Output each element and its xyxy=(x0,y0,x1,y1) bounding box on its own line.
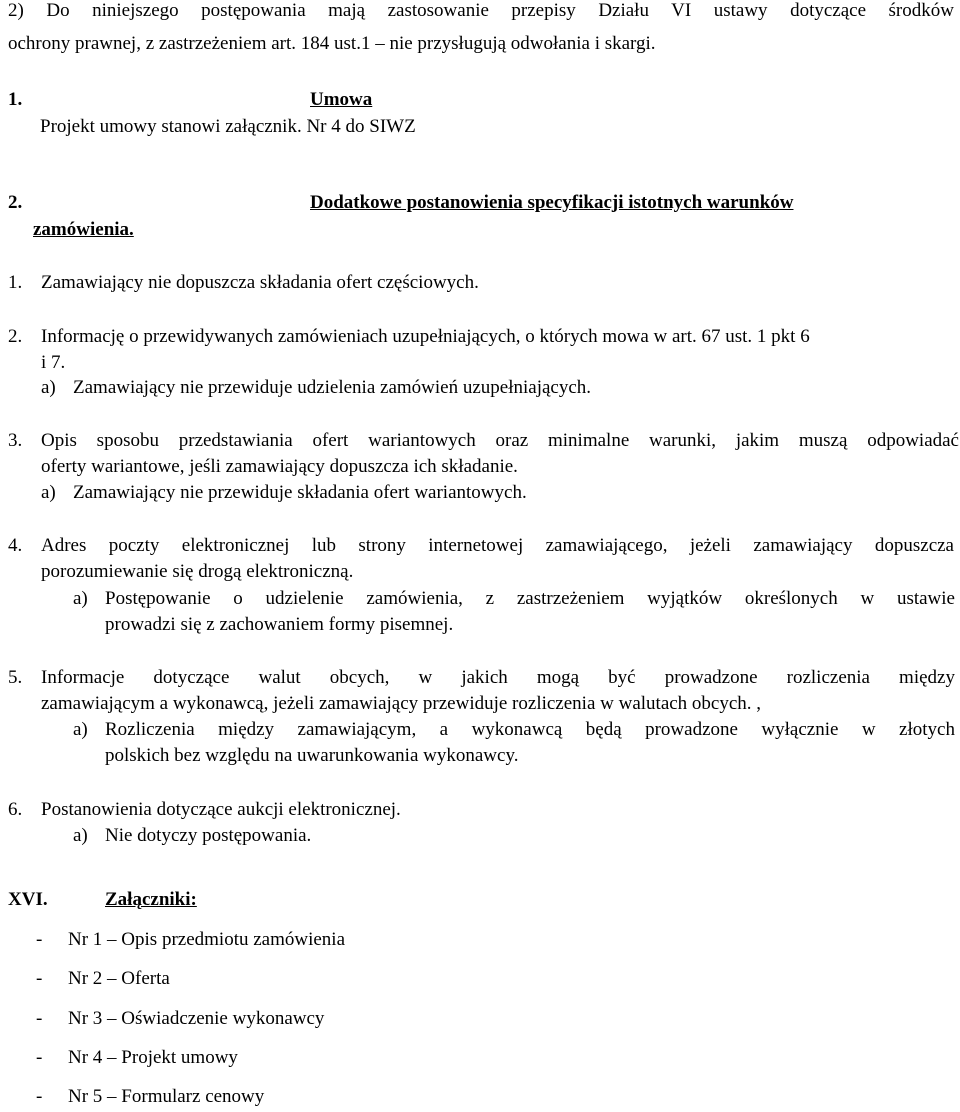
section-2-number: 2. xyxy=(8,192,23,213)
attachment-dash: - xyxy=(36,968,43,989)
item-5-sub-line-1: Rozliczenia między zamawiającym, a wykonawcą będą prowadzone wyłącznie w złotych xyxy=(105,719,955,740)
item-5-number: 5. xyxy=(8,667,23,688)
attachment-item: Nr 2 – Oferta xyxy=(68,968,170,989)
item-6-text: Postanowienia dotyczące aukcji elektronicznej. xyxy=(41,799,401,820)
attachment-dash: - xyxy=(36,1086,43,1107)
umowa-title: Umowa xyxy=(310,89,373,110)
item-6-number: 6. xyxy=(8,799,23,820)
item-1-text: Zamawiający nie dopuszcza składania ofert częściowych. xyxy=(41,272,479,293)
item-5-sub-line-2: polskich bez względu na uwarunkowania wykonawcy. xyxy=(105,745,519,766)
item-4-sub-line-1: Postępowanie o udzielenie zamówienia, z zastrzeżeniem wyjątków określonych w ustawie xyxy=(105,588,955,609)
item-4-number: 4. xyxy=(8,535,23,556)
section-2-title-line-2: zamówienia. xyxy=(33,219,134,240)
item-4-sub-label: a) xyxy=(73,588,88,609)
section-16-number: XVI. xyxy=(8,889,48,910)
item-3-sub-label: a) xyxy=(41,482,56,503)
item-2-sub-text: Zamawiający nie przewiduje udzielenia zamówień uzupełniających. xyxy=(73,377,592,398)
item-4-sub-line-2: prowadzi się z zachowaniem formy pisemnej. xyxy=(105,614,454,635)
item-2-number: 2. xyxy=(8,326,23,347)
attachment-item: Nr 3 – Oświadczenie wykonawcy xyxy=(68,1008,325,1029)
attachment-item: Nr 1 – Opis przedmiotu zamówienia xyxy=(68,929,346,950)
item-4-line-2: porozumiewanie się drogą elektroniczną. xyxy=(41,561,354,582)
item-2-line-1: Informację o przewidywanych zamówieniach uzupełniających, o których mowa w art. 67 ust. 1 pkt 6 xyxy=(41,326,810,347)
item-5-sub-label: a) xyxy=(73,719,88,740)
attachment-dash: - xyxy=(36,1047,43,1068)
attachment-dash: - xyxy=(36,1008,43,1029)
umowa-number: 1. xyxy=(8,89,23,110)
item-3-sub-text: Zamawiający nie przewiduje składania ofert wariantowych. xyxy=(73,482,527,503)
item-1-number: 1. xyxy=(8,272,23,293)
item-5-line-2: zamawiającym a wykonawcą, jeżeli zamawiający przewiduje rozliczenia w walutach obcych. , xyxy=(41,693,762,714)
item-3-line-1: Opis sposobu przedstawiania ofert wariantowych oraz minimalne warunki, jakim muszą odpowiadać xyxy=(41,430,959,451)
attachment-dash: - xyxy=(36,929,43,950)
intro-line-1: 2) Do niniejszego postępowania mają zastosowanie przepisy Działu VI ustawy dotyczące środków xyxy=(8,0,954,21)
section-16-title: Załączniki: xyxy=(105,889,197,910)
item-3-line-2: oferty wariantowe, jeśli zamawiający dopuszcza ich składanie. xyxy=(41,456,518,477)
item-5-line-1: Informacje dotyczące walut obcych, w jakich mogą być prowadzone rozliczenia między xyxy=(41,667,955,688)
attachment-item: Nr 5 – Formularz cenowy xyxy=(68,1086,265,1107)
item-2-line-2: i 7. xyxy=(41,352,66,373)
umowa-text: Projekt umowy stanowi załącznik. Nr 4 do SIWZ xyxy=(40,116,416,137)
item-6-sub-text: Nie dotyczy postępowania. xyxy=(105,825,312,846)
attachment-item: Nr 4 – Projekt umowy xyxy=(68,1047,238,1068)
section-2-title-line-1: Dodatkowe postanowienia specyfikacji istotnych warunków xyxy=(310,192,794,213)
item-3-number: 3. xyxy=(8,430,23,451)
item-6-sub-label: a) xyxy=(73,825,88,846)
item-4-line-1: Adres poczty elektronicznej lub strony internetowej zamawiającego, jeżeli zamawiający dopuszcza xyxy=(41,535,954,556)
item-2-sub-label: a) xyxy=(41,377,56,398)
intro-line-2: ochrony prawnej, z zastrzeżeniem art. 184 ust.1 – nie przysługują odwołania i skargi. xyxy=(8,33,656,54)
